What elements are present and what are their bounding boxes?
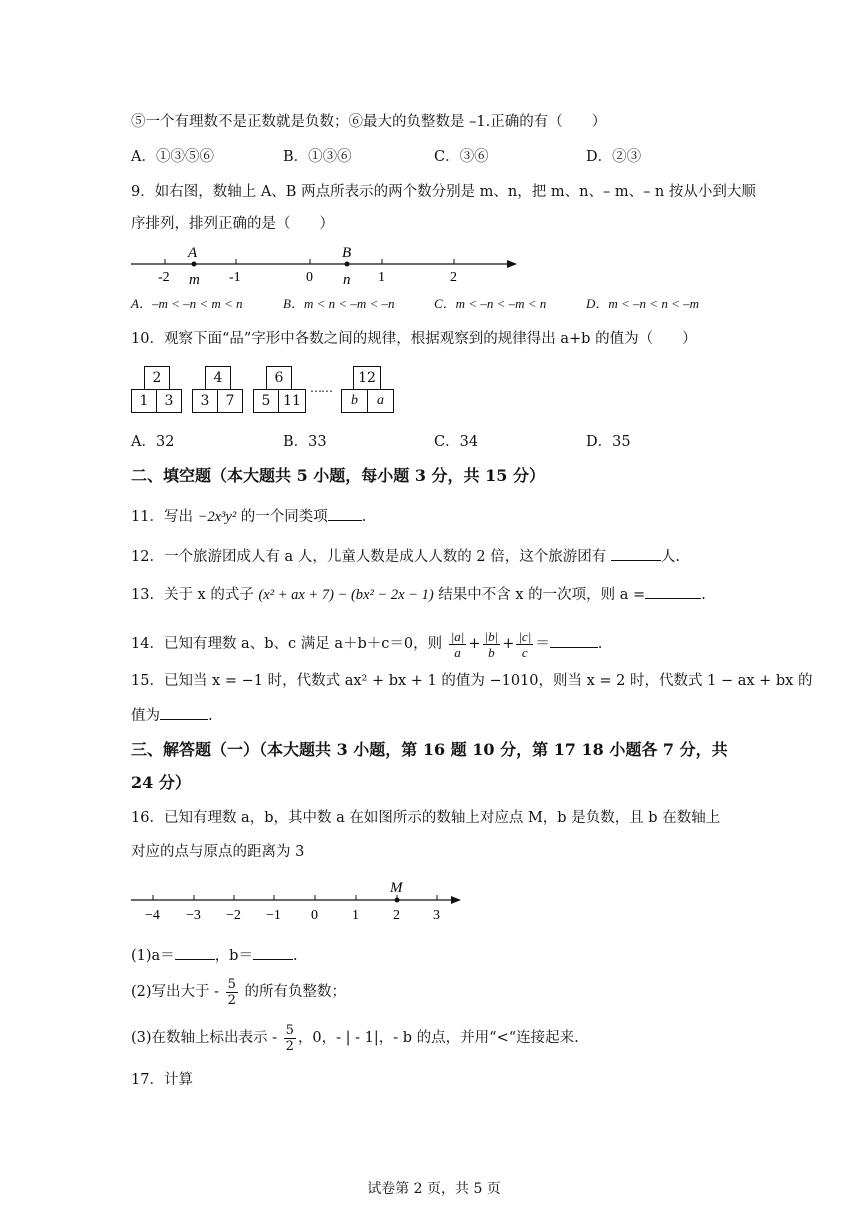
q16-b-blank[interactable] bbox=[253, 945, 293, 960]
q16-tick-label: 2 bbox=[393, 908, 400, 923]
q9-var-m: m bbox=[189, 272, 200, 288]
q11-end: . bbox=[361, 509, 367, 525]
q9-tick-label: -1 bbox=[229, 270, 241, 285]
q16-point-m-dot bbox=[395, 898, 400, 903]
q16-text-line1: 16．已知有理数 a，b，其中数 a 在如图所示的数轴上对应点 M，b 是负数，且 b 在数轴上 bbox=[131, 810, 721, 826]
q8-statement-tail: ⑤一个有理数不是正数就是负数；⑥最大的负整数是 –1.正确的有（ ） bbox=[131, 114, 607, 130]
q10-ellipsis: …… bbox=[310, 381, 332, 395]
q16-a-blank[interactable] bbox=[175, 945, 215, 960]
q16-part2-post: 的所有负整数； bbox=[239, 984, 347, 1000]
q13-answer-blank[interactable] bbox=[645, 584, 701, 599]
q15-text-line2 bbox=[131, 705, 213, 726]
q16-tick-label: 0 bbox=[311, 908, 318, 923]
q13-end: . bbox=[701, 587, 706, 603]
q9-tick-label: 0 bbox=[306, 270, 313, 285]
q9-text-line1: 9．如右图，数轴上 A、B 两点所表示的两个数分别是 m、n，把 m、n、– m、– n 按从小到大顺 bbox=[131, 184, 756, 200]
q11-pre: 11．写出 bbox=[131, 509, 198, 525]
q16-tick-label: 3 bbox=[433, 908, 440, 923]
q13-expression: (x² + ax + 7) − (bx² − 2x − 1) bbox=[258, 587, 434, 603]
q10-option-b: B．33 bbox=[283, 434, 327, 450]
q10-fig4-top: 12 bbox=[353, 366, 381, 390]
q9-var-n: n bbox=[343, 272, 351, 288]
q10-fig2-top: 4 bbox=[205, 366, 231, 390]
q9-tick-label: 1 bbox=[378, 270, 385, 285]
q12-text bbox=[131, 546, 680, 567]
q11-answer-blank[interactable] bbox=[328, 506, 362, 521]
q14-fraction-c: $\frac{|c|}{c}$ bbox=[518, 628, 532, 660]
q13-pre: 13．关于 x 的式子 bbox=[131, 587, 259, 603]
q9-point-a-dot bbox=[192, 262, 197, 267]
q16-point-m-label: M bbox=[390, 880, 403, 896]
q9-option-a: A．–m < –n < m < n bbox=[131, 296, 243, 311]
section3-heading-line2: 24 分） bbox=[131, 773, 191, 792]
q9-point-a-label: A bbox=[188, 245, 198, 261]
q9-tick-label: 2 bbox=[450, 270, 457, 285]
q16-part2-pre: (2)写出大于 - bbox=[131, 984, 224, 1000]
q9-text-line2: 序排列，排列正确的是（ ） bbox=[131, 216, 334, 232]
q9-option-b: B．m < n < –m < –n bbox=[283, 296, 395, 311]
q15-pre: 值为 bbox=[131, 708, 160, 724]
q17-text: 17．计算 bbox=[131, 1072, 193, 1088]
q11-post: 的一个同类项 bbox=[236, 509, 328, 525]
q8-option-c: C．③⑥ bbox=[434, 149, 489, 165]
q14-fraction-b: $\frac{|b|}{b}$ bbox=[484, 628, 499, 660]
q10-option-a: A．32 bbox=[131, 434, 175, 450]
q9-tick-label: -2 bbox=[158, 270, 170, 285]
q16-part1-pre: (1)a＝ bbox=[131, 948, 175, 964]
q16-part3-fraction: $\frac{5}{2}$ bbox=[285, 1022, 294, 1054]
q16-tick-label: 1 bbox=[352, 908, 359, 923]
q14-answer-blank[interactable] bbox=[550, 633, 598, 648]
q14-end: . bbox=[597, 636, 603, 652]
q16-part1 bbox=[131, 945, 298, 966]
q16-text-line2: 对应的点与原点的距离为 3 bbox=[131, 844, 305, 860]
q13-mid: 结果中不含 x 的一次项，则 a = bbox=[433, 587, 646, 603]
q10-option-c: C．34 bbox=[434, 434, 479, 450]
q16-tick-label: −3 bbox=[186, 908, 201, 923]
q8-option-a: A．①③⑤⑥ bbox=[131, 149, 214, 165]
q16-part1-end: . bbox=[292, 948, 298, 964]
q11-text bbox=[131, 506, 366, 527]
section3-heading-line1: 三、解答题（一）（本大题共 3 小题，第 16 题 10 分，第 17 18 小题各 7 分，共 bbox=[131, 740, 728, 759]
q16-part2-fraction: $\frac{5}{2}$ bbox=[227, 976, 236, 1008]
q10-option-d: D．35 bbox=[586, 434, 631, 450]
q10-fig4-right: a bbox=[367, 389, 394, 413]
q14-equals: ＝ bbox=[535, 636, 550, 652]
q15-end: . bbox=[208, 708, 213, 724]
q15-text-line1: 15．已知当 x = −1 时，代数式 ax² + bx + 1 的值为 −1010，则当 x = 2 时，代数式 1 − ax + bx 的 bbox=[131, 673, 813, 689]
q8-option-b: B．①③⑥ bbox=[283, 149, 352, 165]
q12-answer-blank[interactable] bbox=[611, 546, 661, 561]
q16-tick-label: −2 bbox=[226, 908, 241, 923]
q16-part2 bbox=[131, 973, 346, 1011]
q16-part3 bbox=[131, 1019, 579, 1057]
q10-fig3-right: 11 bbox=[278, 389, 306, 413]
q16-part1-mid: ，b＝ bbox=[214, 948, 253, 964]
q14-fraction-a: $\frac{|a|}{a}$ bbox=[450, 628, 465, 660]
q16-number-line bbox=[125, 876, 470, 926]
q10-fig1-right: 3 bbox=[156, 389, 182, 413]
q10-fig4-left: b bbox=[341, 389, 368, 413]
q14-pre: 14．已知有理数 a、b、c 满足 a＋b＋c＝0，则 bbox=[131, 636, 447, 652]
q9-point-b-dot bbox=[345, 262, 350, 267]
q16-tick-label: −4 bbox=[145, 908, 160, 923]
q10-fig1-top: 2 bbox=[144, 366, 170, 390]
q10-text: 10．观察下面“品”字形中各数之间的规律，根据观察到的规律得出 a+b 的值为（ ） bbox=[131, 331, 697, 347]
q14-text: 14．已知有理数 a、b、c 满足 a＋b＋c＝0，则 $\frac{|a|}{a}$ + $\frac{|b|}{b}$ + $\frac{|c|}{c}$ ＝ . bbox=[131, 628, 603, 660]
q9-point-b-label: B bbox=[342, 245, 352, 261]
q12-end: 人. bbox=[660, 549, 680, 565]
page-footer: 试卷第 2 页，共 5 页 bbox=[367, 1181, 501, 1197]
q11-expression: −2x³y² bbox=[197, 509, 237, 525]
q16-part3-post: ，0，- | - 1|，- b 的点，并用“<“连接起来. bbox=[297, 1030, 579, 1046]
q15-answer-blank[interactable] bbox=[160, 705, 208, 720]
q9-option-c: C．m < –n < –m < n bbox=[434, 296, 547, 311]
q12-body: 12．一个旅游团成人有 a 人，儿童人数是成人人数的 2 倍，这个旅游团有 bbox=[131, 549, 611, 565]
q10-fig2-left: 3 bbox=[192, 389, 218, 413]
q13-text bbox=[131, 584, 706, 605]
q16-tick-label: −1 bbox=[266, 908, 281, 923]
q10-fig2-right: 7 bbox=[217, 389, 243, 413]
q9-option-d: D．m < –n < n < –m bbox=[586, 296, 699, 311]
q10-fig3-left: 5 bbox=[253, 389, 279, 413]
section2-heading: 二、填空题（本大题共 5 小题，每小题 3 分，共 15 分） bbox=[131, 466, 545, 485]
q10-fig1-left: 1 bbox=[131, 389, 157, 413]
q16-part3-pre: (3)在数轴上标出表示 - bbox=[131, 1030, 282, 1046]
q8-option-d: D．②③ bbox=[586, 149, 642, 165]
q10-fig3-top: 6 bbox=[266, 366, 292, 390]
q9-number-line bbox=[125, 240, 525, 290]
